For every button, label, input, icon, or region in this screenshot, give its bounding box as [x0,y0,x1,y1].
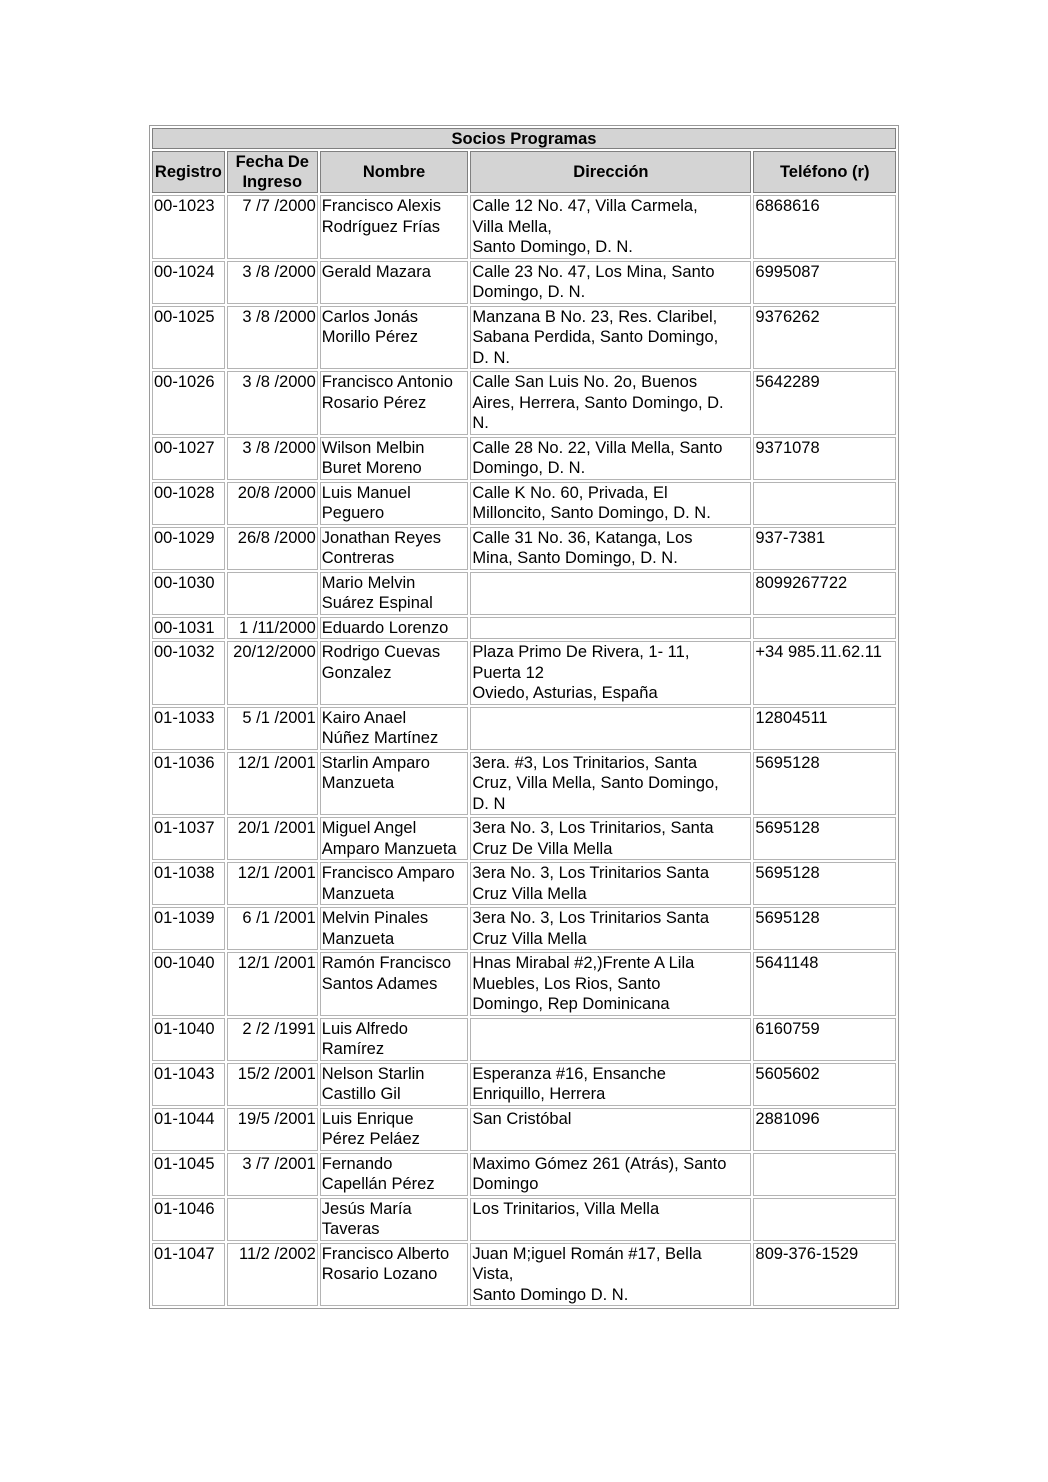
cell-fecha-ingreso: 12/1 /2001 [227,952,318,1016]
cell-telefono: 6868616 [753,195,896,259]
table-row [152,1018,896,1061]
cell-nombre: Fernando Capellán Pérez [320,1153,469,1196]
cell-registro: 00-1025 [152,306,225,370]
cell-direccion: 3era. #3, Los Trinitarios, Santa Cruz, Villa Mella, Santo Domingo, D. N [470,752,751,816]
header-nombre: Nombre [320,151,469,193]
cell-telefono: 5695128 [753,907,896,950]
cell-direccion: Maximo Gómez 261 (Atrás), Santo Domingo [470,1153,751,1196]
table-row [152,617,896,640]
table-row [152,1243,896,1307]
cell-registro: 00-1028 [152,482,225,525]
table-row [152,1063,896,1106]
cell-direccion: Calle 31 No. 36, Katanga, Los Mina, Santo Domingo, D. N. [470,527,751,570]
cell-nombre: Eduardo Lorenzo [320,617,469,640]
table-row [152,952,896,1016]
cell-telefono: 5695128 [753,817,896,860]
cell-registro: 00-1024 [152,261,225,304]
table-body [152,195,896,1306]
table-row [152,1108,896,1151]
cell-direccion: 3era No. 3, Los Trinitarios Santa Cruz Villa Mella [470,907,751,950]
members-table [149,125,899,1309]
table-row [152,306,896,370]
cell-registro: 01-1033 [152,707,225,750]
cell-nombre: Francisco Alberto Rosario Lozano [320,1243,469,1307]
cell-direccion: Calle San Luis No. 2o, Buenos Aires, Herrera, Santo Domingo, D. N. [470,371,751,435]
cell-direccion: Calle 28 No. 22, Villa Mella, Santo Domingo, D. N. [470,437,751,480]
cell-telefono [753,482,896,525]
cell-nombre: Rodrigo Cuevas Gonzalez [320,641,469,705]
cell-telefono: 8099267722 [753,572,896,615]
cell-nombre: Melvin Pinales Manzueta [320,907,469,950]
cell-nombre: Luis Manuel Peguero [320,482,469,525]
table-row [152,907,896,950]
cell-telefono: 5641148 [753,952,896,1016]
cell-registro: 01-1038 [152,862,225,905]
cell-nombre: Luis Alfredo Ramírez [320,1018,469,1061]
cell-telefono: +34 985.11.62.11 [753,641,896,705]
cell-nombre: Luis Enrique Pérez Peláez [320,1108,469,1151]
cell-direccion: Hnas Mirabal #2,)Frente A Lila Muebles, Los Rios, Santo Domingo, Rep Dominicana [470,952,751,1016]
cell-fecha-ingreso: 26/8 /2000 [227,527,318,570]
cell-registro: 01-1039 [152,907,225,950]
table-row [152,261,896,304]
table-row [152,527,896,570]
cell-fecha-ingreso: 3 /8 /2000 [227,261,318,304]
cell-registro: 00-1027 [152,437,225,480]
cell-registro: 00-1040 [152,952,225,1016]
cell-telefono: 9376262 [753,306,896,370]
cell-registro: 01-1044 [152,1108,225,1151]
cell-registro: 00-1029 [152,527,225,570]
cell-fecha-ingreso: 3 /8 /2000 [227,306,318,370]
table-caption: Socios Programas [152,128,896,149]
cell-nombre: Jesús María Taveras [320,1198,469,1241]
cell-registro: 01-1040 [152,1018,225,1061]
cell-nombre: Wilson Melbin Buret Moreno [320,437,469,480]
cell-telefono: 2881096 [753,1108,896,1151]
table-row [152,437,896,480]
table-row [152,371,896,435]
cell-telefono: 5642289 [753,371,896,435]
cell-fecha-ingreso: 20/1 /2001 [227,817,318,860]
cell-nombre: Kairo Anael Núñez Martínez [320,707,469,750]
table-row [152,817,896,860]
cell-fecha-ingreso: 20/12/2000 [227,641,318,705]
cell-fecha-ingreso: 3 /7 /2001 [227,1153,318,1196]
cell-telefono: 12804511 [753,707,896,750]
cell-direccion: Calle 23 No. 47, Los Mina, Santo Domingo, D. N. [470,261,751,304]
cell-nombre: Francisco Antonio Rosario Pérez [320,371,469,435]
cell-registro: 00-1023 [152,195,225,259]
cell-registro: 00-1031 [152,617,225,640]
cell-nombre: Francisco Alexis Rodríguez Frías [320,195,469,259]
cell-telefono: 809-376-1529 [753,1243,896,1307]
cell-registro: 00-1032 [152,641,225,705]
cell-registro: 01-1047 [152,1243,225,1307]
cell-registro: 01-1036 [152,752,225,816]
cell-registro: 00-1026 [152,371,225,435]
cell-fecha-ingreso: 7 /7 /2000 [227,195,318,259]
cell-direccion: Los Trinitarios, Villa Mella [470,1198,751,1241]
cell-fecha-ingreso: 5 /1 /2001 [227,707,318,750]
cell-nombre: Gerald Mazara [320,261,469,304]
cell-registro: 00-1030 [152,572,225,615]
cell-telefono: 6995087 [753,261,896,304]
cell-nombre: Francisco Amparo Manzueta [320,862,469,905]
cell-fecha-ingreso: 15/2 /2001 [227,1063,318,1106]
cell-direccion: Esperanza #16, Ensanche Enriquillo, Herrera [470,1063,751,1106]
table-row [152,862,896,905]
cell-nombre: Ramón Francisco Santos Adames [320,952,469,1016]
header-registro: Registro [152,151,225,193]
cell-fecha-ingreso: 6 /1 /2001 [227,907,318,950]
cell-direccion: Plaza Primo De Rivera, 1- 11, Puerta 12 Oviedo, Asturias, España [470,641,751,705]
cell-registro: 01-1043 [152,1063,225,1106]
cell-telefono: 937-7381 [753,527,896,570]
cell-fecha-ingreso: 12/1 /2001 [227,752,318,816]
cell-registro: 01-1037 [152,817,225,860]
cell-fecha-ingreso: 3 /8 /2000 [227,371,318,435]
cell-direccion [470,617,751,640]
cell-fecha-ingreso: 19/5 /2001 [227,1108,318,1151]
cell-direccion: Manzana B No. 23, Res. Claribel, Sabana Perdida, Santo Domingo, D. N. [470,306,751,370]
cell-nombre: Mario Melvin Suárez Espinal [320,572,469,615]
cell-direccion [470,707,751,750]
cell-direccion: 3era No. 3, Los Trinitarios, Santa Cruz De Villa Mella [470,817,751,860]
header-direccion: Dirección [470,151,751,193]
cell-telefono: 6160759 [753,1018,896,1061]
table-row [152,752,896,816]
cell-telefono: 9371078 [753,437,896,480]
cell-direccion: Juan M;iguel Román #17, Bella Vista, Santo Domingo D. N. [470,1243,751,1307]
table-row [152,572,896,615]
cell-registro: 01-1046 [152,1198,225,1241]
table-row [152,482,896,525]
cell-direccion [470,1018,751,1061]
cell-telefono [753,1198,896,1241]
cell-telefono: 5695128 [753,752,896,816]
cell-nombre: Starlin Amparo Manzueta [320,752,469,816]
cell-nombre: Nelson Starlin Castillo Gil [320,1063,469,1106]
cell-telefono: 5605602 [753,1063,896,1106]
cell-direccion [470,572,751,615]
cell-fecha-ingreso [227,572,318,615]
table-row [152,1153,896,1196]
table-row [152,641,896,705]
cell-fecha-ingreso: 3 /8 /2000 [227,437,318,480]
cell-fecha-ingreso: 12/1 /2001 [227,862,318,905]
cell-nombre: Carlos Jonás Morillo Pérez [320,306,469,370]
cell-nombre: Miguel Angel Amparo Manzueta [320,817,469,860]
cell-fecha-ingreso: 2 /2 /1991 [227,1018,318,1061]
table-row [152,707,896,750]
cell-fecha-ingreso: 11/2 /2002 [227,1243,318,1307]
cell-telefono: 5695128 [753,862,896,905]
cell-direccion: San Cristóbal [470,1108,751,1151]
header-fecha-ingreso: Fecha De Ingreso [227,151,318,193]
cell-telefono [753,1153,896,1196]
cell-direccion: Calle K No. 60, Privada, El Milloncito, Santo Domingo, D. N. [470,482,751,525]
cell-fecha-ingreso: 1 /11/2000 [227,617,318,640]
cell-telefono [753,617,896,640]
table-row [152,1198,896,1241]
cell-registro: 01-1045 [152,1153,225,1196]
cell-direccion: 3era No. 3, Los Trinitarios Santa Cruz Villa Mella [470,862,751,905]
table-row [152,195,896,259]
cell-nombre: Jonathan Reyes Contreras [320,527,469,570]
cell-direccion: Calle 12 No. 47, Villa Carmela, Villa Mella, Santo Domingo, D. N. [470,195,751,259]
cell-fecha-ingreso: 20/8 /2000 [227,482,318,525]
header-telefono: Teléfono (r) [753,151,896,193]
cell-fecha-ingreso [227,1198,318,1241]
